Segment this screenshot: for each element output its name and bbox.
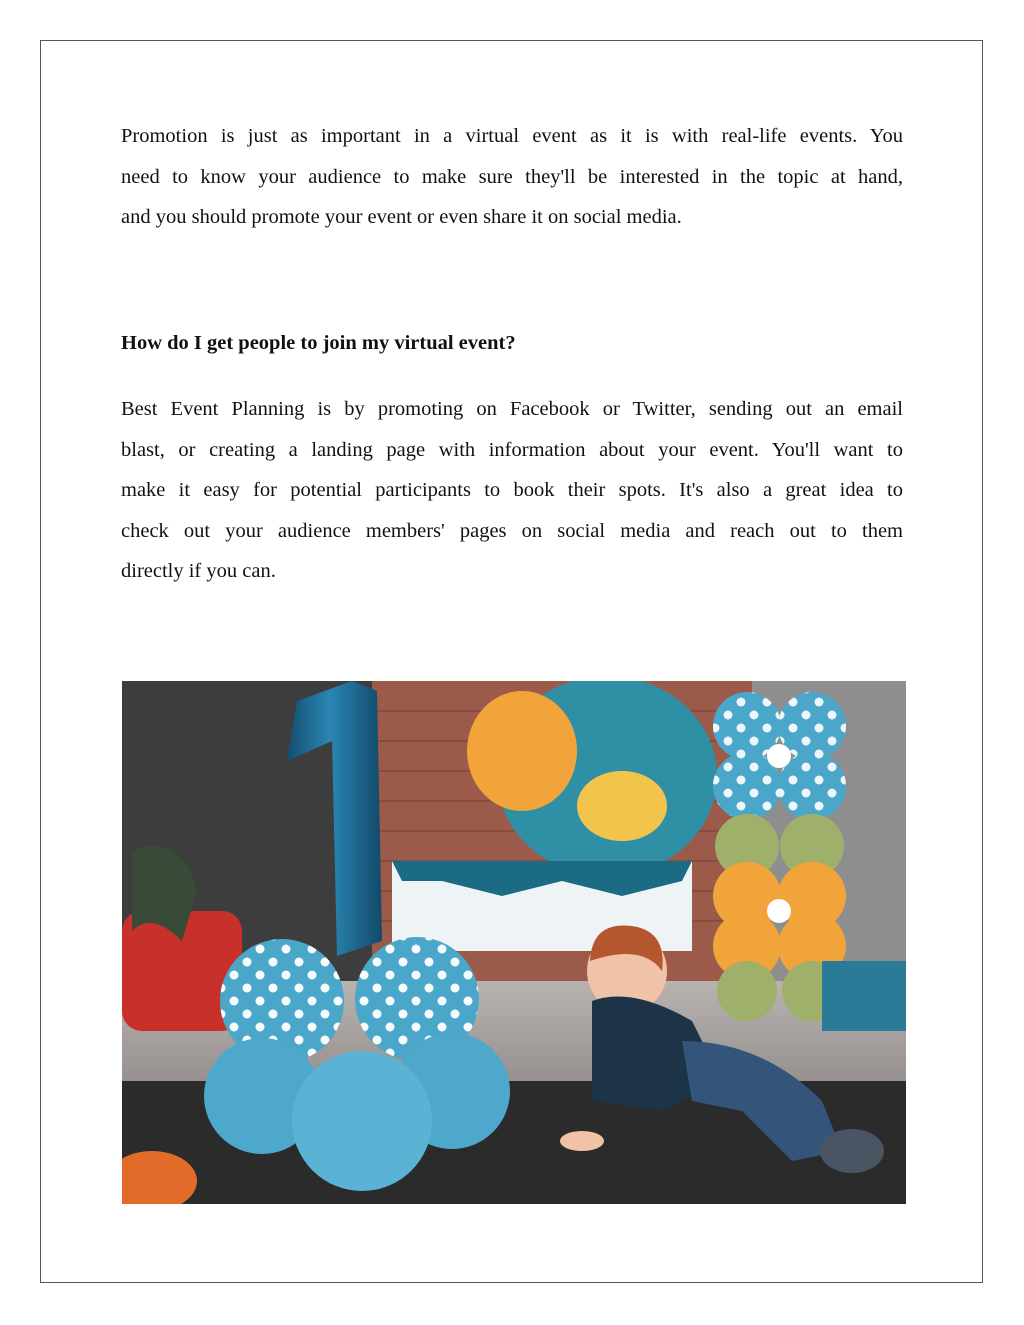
- intro-line: need to know your audience to make sure they'll be interested in the topic at hand,: [121, 165, 903, 188]
- intro-paragraph: [121, 116, 903, 238]
- body-line: Best Event Planning is by promoting on Facebook or Twitter, sending out an email: [121, 398, 903, 420]
- body-paragraph: [121, 389, 903, 592]
- body-line: blast, or creating a landing page with information about your event. You'll want to: [121, 438, 903, 461]
- gift-box: [822, 961, 906, 1031]
- intro-line: and you should promote your event or even share it on social media.: [121, 206, 682, 228]
- body-line: check out your audience members' pages on social media and reach out to them: [121, 519, 903, 542]
- body-line: directly if you can.: [121, 560, 276, 582]
- birthday-photo-illustration: [122, 681, 906, 1204]
- intro-line: Promotion is just as important in a virtual event as it is with real-life events. You: [121, 125, 903, 147]
- section-heading: How do I get people to join my virtual event?: [121, 332, 516, 354]
- body-line: make it easy for potential participants to book their spots. It's also a great idea to: [121, 479, 903, 501]
- birthday-photo: [122, 681, 906, 1204]
